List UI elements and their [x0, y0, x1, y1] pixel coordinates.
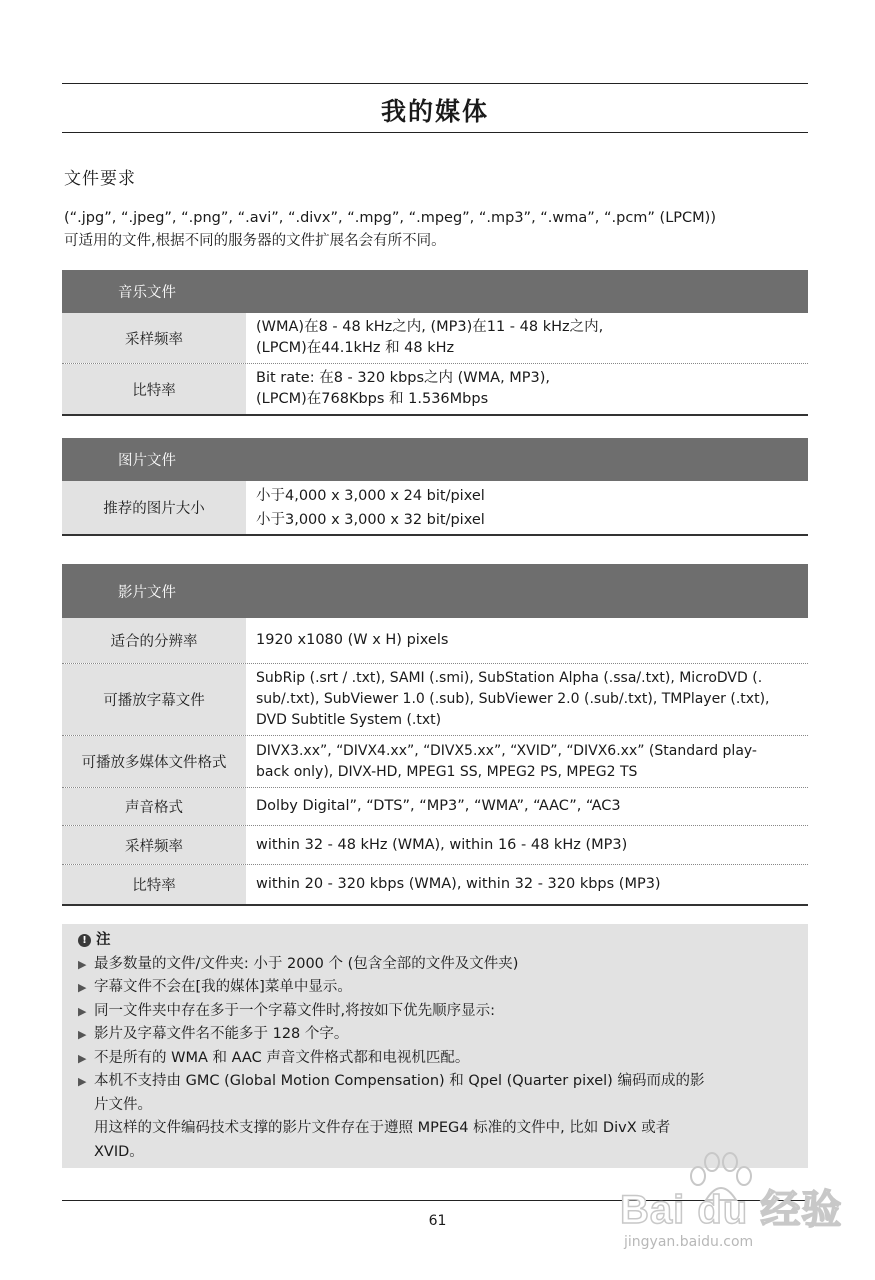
value-line: 小于4,000 x 3,000 x 24 bit/pixel — [256, 487, 485, 504]
note-item — [78, 1023, 796, 1047]
note-line: 本机不支持由 GMC (Global Motion Compensation) 和 Qpel (Quarter pixel) 编码而成的影 — [94, 1073, 705, 1089]
value-line: (LPCM)在768Kbps 和 1.536Mbps — [256, 391, 489, 407]
table-row — [62, 481, 808, 534]
row-value — [248, 664, 808, 735]
row-label: 可播放字幕文件 — [62, 664, 248, 735]
baidu-watermark — [612, 1146, 843, 1276]
note-line: 同一文件夹中存在多于一个字幕文件时,将按如下优先顺序显示: — [94, 1002, 495, 1019]
row-label: 比特率 — [62, 865, 248, 904]
row-value — [248, 736, 808, 787]
table-row — [62, 736, 808, 788]
table-row — [62, 364, 808, 414]
row-label: 比特率 — [62, 364, 248, 414]
value-line: 小于3,000 x 3,000 x 32 bit/pixel — [256, 511, 485, 528]
row-value — [248, 865, 808, 904]
row-value — [248, 313, 808, 363]
value-line: (WMA)在8 - 48 kHz之内, (MP3)在11 - 48 kHz之内, — [256, 319, 604, 335]
value-line: sub/.txt), SubViewer 1.0 (.sub), SubViewer 2.0 (.sub/.txt), TMPlayer (.txt), — [256, 691, 770, 707]
picture-files-table — [62, 438, 808, 536]
table-row — [62, 788, 808, 826]
picture-files-header: 图片文件 — [62, 438, 808, 481]
triangle-bullet-icon: ▶ — [78, 1051, 87, 1065]
note-item — [78, 953, 796, 977]
movie-files-table — [62, 564, 808, 906]
triangle-bullet-icon: ▶ — [78, 957, 87, 971]
note-item — [78, 1000, 796, 1024]
row-label: 声音格式 — [62, 788, 248, 825]
value-line: 1920 x1080 (W x H) pixels — [256, 632, 449, 648]
row-value — [248, 364, 808, 414]
note-header — [78, 929, 796, 953]
note-item — [78, 1047, 796, 1071]
note-line: 最多数量的文件/文件夹: 小于 2000 个 (包含全部的文件及文件夹) — [94, 955, 519, 972]
value-line: Dolby Digital”, “DTS”, “MP3”, “WMA”, “AAC”, “AC3 — [256, 798, 621, 814]
exclamation-icon: ! — [78, 934, 91, 947]
row-value — [248, 788, 808, 825]
row-label: 适合的分辨率 — [62, 618, 248, 663]
value-line: (LPCM)在44.1kHz 和 48 kHz — [256, 340, 455, 356]
row-label: 采样频率 — [62, 826, 248, 864]
intro-line: (“.jpg”, “.jpeg”, “.png”, “.avi”, “.divx”, “.mpg”, “.mpeg”, “.mp3”, “.wma”, “.pcm” (LPCM)) — [64, 210, 716, 226]
note-line: 不是所有的 WMA 和 AAC 声音文件格式都和电视机匹配。 — [94, 1049, 470, 1066]
value-line: DIVX3.xx”, “DIVX4.xx”, “DIVX5.xx”, “XVID”, “DIVX6.xx” (Standard play- — [256, 742, 757, 759]
value-line: back only), DIVX-HD, MPEG1 SS, MPEG2 PS, MPEG2 TS — [256, 763, 638, 780]
value-line: DVD Subtitle System (.txt) — [256, 712, 442, 728]
note-box — [62, 924, 808, 1168]
intro-line: 可适用的文件,根据不同的服务器的文件扩展名会有所不同。 — [64, 233, 446, 249]
row-label: 推荐的图片大小 — [62, 481, 248, 534]
note-line: 片文件。 — [94, 1096, 152, 1113]
row-value — [248, 618, 808, 663]
note-line: 影片及字幕文件名不能多于 128 个字。 — [94, 1026, 349, 1042]
value-line: SubRip (.srt / .txt), SAMI (.smi), SubStation Alpha (.ssa/.txt), MicroDVD (. — [256, 670, 763, 686]
title-underline — [62, 132, 808, 133]
page-number: 61 — [428, 1213, 447, 1229]
section-heading: 文件要求 — [64, 169, 136, 189]
intro-paragraph — [64, 207, 804, 253]
note-line: 用这样的文件编码技术支撑的影片文件存在于遵照 MPEG4 标准的文件中, 比如 DivX 或者 — [94, 1120, 671, 1136]
row-label: 采样频率 — [62, 313, 248, 363]
table-row — [62, 664, 808, 736]
table-row — [62, 313, 808, 364]
movie-files-header: 影片文件 — [62, 564, 808, 618]
value-line: Bit rate: 在8 - 320 kbps之内 (WMA, MP3), — [256, 370, 551, 386]
triangle-bullet-icon: ▶ — [78, 981, 87, 994]
watermark-brand: Bai du 经验 — [620, 1188, 843, 1232]
row-value — [248, 481, 808, 534]
page-title: 我的媒体 — [380, 97, 489, 126]
note-item — [78, 976, 796, 1000]
value-line: within 32 - 48 kHz (WMA), within 16 - 48 kHz (MP3) — [256, 836, 628, 853]
row-value — [248, 826, 808, 864]
triangle-bullet-icon: ▶ — [78, 1004, 87, 1018]
row-label: 可播放多媒体文件格式 — [62, 736, 248, 787]
triangle-bullet-icon: ▶ — [78, 1028, 87, 1041]
music-files-header: 音乐文件 — [62, 270, 808, 313]
note-title: 注 — [96, 932, 111, 948]
top-rule — [62, 83, 808, 84]
music-files-table — [62, 270, 808, 416]
table-row — [62, 865, 808, 904]
table-row — [62, 618, 808, 664]
note-line: XVID。 — [94, 1143, 144, 1160]
value-line: within 20 - 320 kbps (WMA), within 32 - 320 kbps (MP3) — [256, 876, 661, 892]
triangle-bullet-icon: ▶ — [78, 1075, 87, 1088]
watermark-url: jingyan.baidu.com — [624, 1234, 754, 1250]
table-row — [62, 826, 808, 865]
note-line: 字幕文件不会在[我的媒体]菜单中显示。 — [94, 979, 352, 995]
